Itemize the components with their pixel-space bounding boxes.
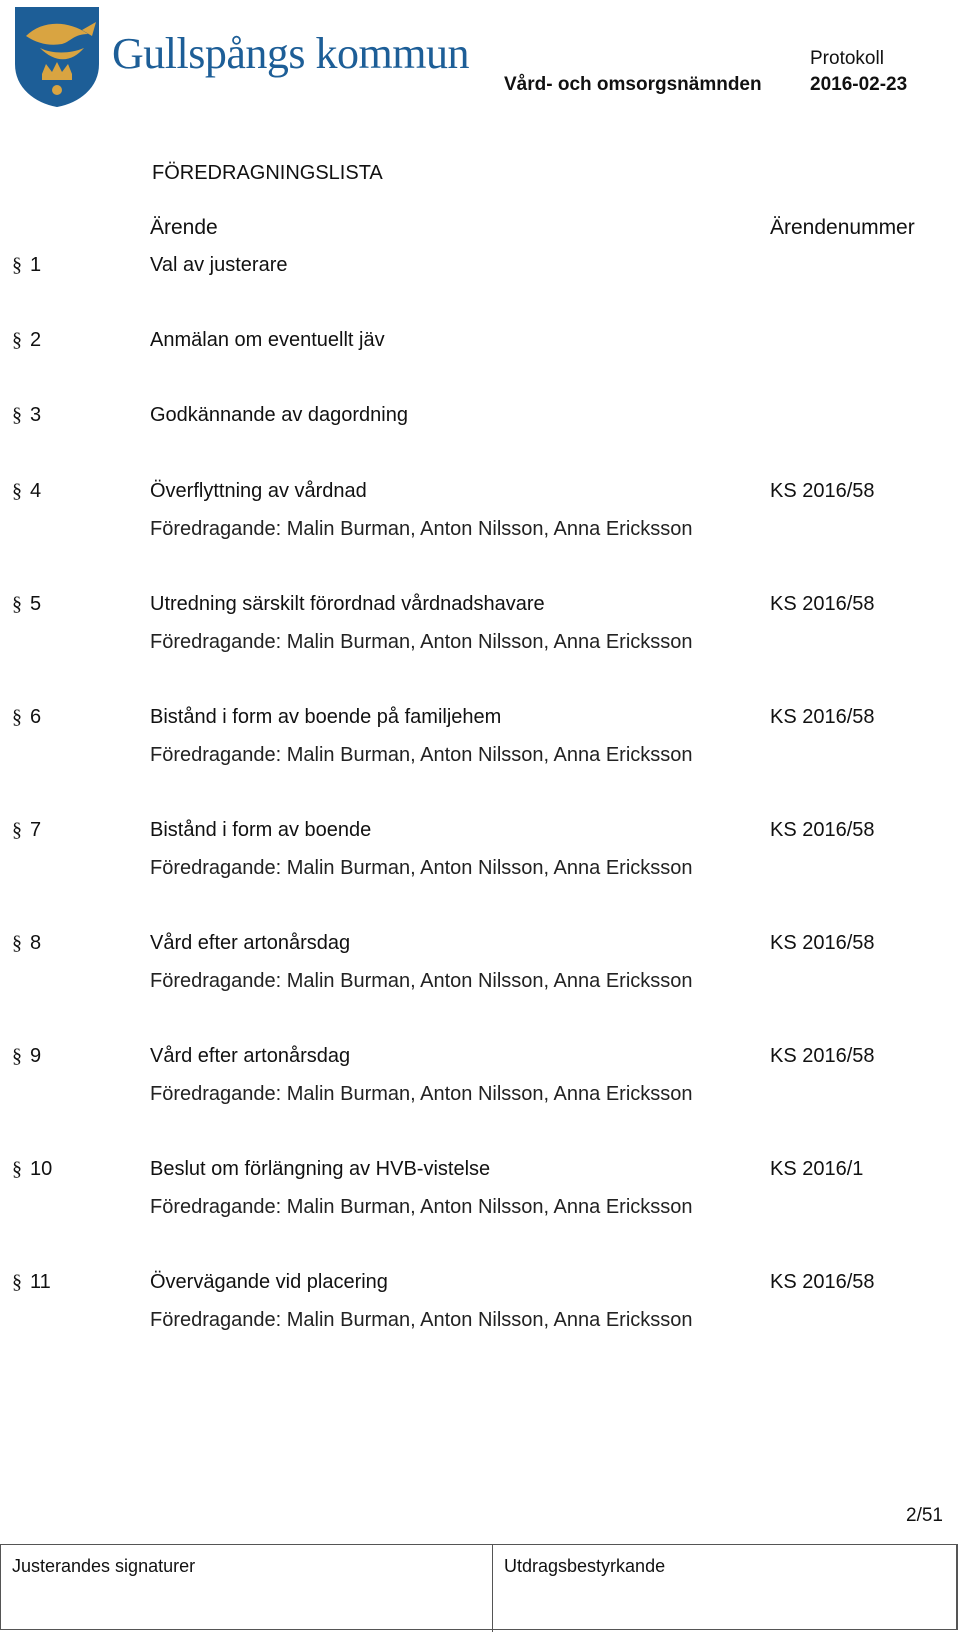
- item-case-number: KS 2016/1: [770, 1158, 864, 1180]
- item-number: § 11: [12, 1271, 51, 1293]
- item-title: Godkännande av dagordning: [150, 404, 408, 426]
- item-title: Vård efter artonårsdag: [150, 932, 351, 954]
- column-header-subject: Ärende: [150, 216, 218, 239]
- agenda-item: [0, 819, 960, 879]
- item-number: § 2: [12, 329, 42, 351]
- item-case-number: KS 2016/58: [770, 819, 875, 841]
- item-number: § 10: [12, 1158, 53, 1180]
- item-presenters: Föredragande: Malin Burman, Anton Nilsson, Anna Ericksson: [150, 1309, 693, 1331]
- item-title: Övervägande vid placering: [150, 1271, 388, 1293]
- agenda-item: [0, 480, 960, 540]
- item-presenters: Föredragande: Malin Burman, Anton Nilsson, Anna Ericksson: [150, 744, 693, 766]
- agenda-item: [0, 1158, 960, 1218]
- item-case-number: KS 2016/58: [770, 593, 875, 615]
- item-number: § 3: [12, 404, 42, 426]
- signatures-label: Justerandes signaturer: [12, 1556, 196, 1576]
- item-number: § 5: [12, 593, 42, 615]
- item-title: Bistånd i form av boende: [150, 819, 372, 841]
- page-number: 2/51: [906, 1505, 943, 1526]
- agenda-item: [0, 404, 960, 464]
- agenda-item: [0, 254, 960, 314]
- agenda-item: [0, 1271, 960, 1331]
- item-number: § 1: [12, 254, 42, 276]
- item-number: § 6: [12, 706, 42, 728]
- item-presenters: Föredragande: Malin Burman, Anton Nilsson, Anna Ericksson: [150, 518, 693, 540]
- item-presenters: Föredragande: Malin Burman, Anton Nilsson, Anna Ericksson: [150, 970, 693, 992]
- item-case-number: KS 2016/58: [770, 1045, 875, 1067]
- item-case-number: KS 2016/58: [770, 480, 875, 502]
- document-type: Protokoll: [810, 48, 884, 69]
- agenda-item: [0, 329, 960, 389]
- item-case-number: KS 2016/58: [770, 706, 875, 728]
- item-title: Överflyttning av vårdnad: [150, 480, 367, 502]
- item-case-number: KS 2016/58: [770, 1271, 875, 1293]
- agenda-item: [0, 932, 960, 992]
- item-number: § 4: [12, 480, 42, 502]
- board-name: Vård- och omsorgsnämnden: [504, 74, 762, 95]
- item-title: Anmälan om eventuellt jäv: [150, 329, 385, 351]
- signature-divider: [492, 1544, 493, 1632]
- agenda-item: [0, 706, 960, 766]
- certified-label: Utdragsbestyrkande: [504, 1556, 666, 1576]
- column-header-case-number: Ärendenummer: [770, 216, 915, 239]
- item-number: § 7: [12, 819, 42, 841]
- item-presenters: Föredragande: Malin Burman, Anton Nilsson, Anna Ericksson: [150, 1083, 693, 1105]
- item-number: § 9: [12, 1045, 42, 1067]
- item-case-number: KS 2016/58: [770, 932, 875, 954]
- item-title: Val av justerare: [150, 254, 288, 276]
- meeting-date: 2016-02-23: [810, 74, 908, 95]
- item-presenters: Föredragande: Malin Burman, Anton Nilsson, Anna Ericksson: [150, 1196, 693, 1218]
- agenda-title: FÖREDRAGNINGSLISTA: [152, 162, 383, 184]
- item-presenters: Föredragande: Malin Burman, Anton Nilsson, Anna Ericksson: [150, 857, 693, 879]
- item-title: Vård efter artonårsdag: [150, 1045, 351, 1067]
- agenda-item: [0, 1045, 960, 1105]
- item-title: Bistånd i form av boende på familjehem: [150, 706, 502, 728]
- item-title: Beslut om förlängning av HVB-vistelse: [150, 1158, 491, 1180]
- item-title: Utredning särskilt förordnad vårdnadshavare: [150, 593, 545, 615]
- organization-name: Gullspångs kommun: [112, 29, 469, 78]
- municipal-crest-icon: [12, 4, 102, 108]
- item-number: § 8: [12, 932, 42, 954]
- item-presenters: Föredragande: Malin Burman, Anton Nilsson, Anna Ericksson: [150, 631, 693, 653]
- agenda-item: [0, 593, 960, 653]
